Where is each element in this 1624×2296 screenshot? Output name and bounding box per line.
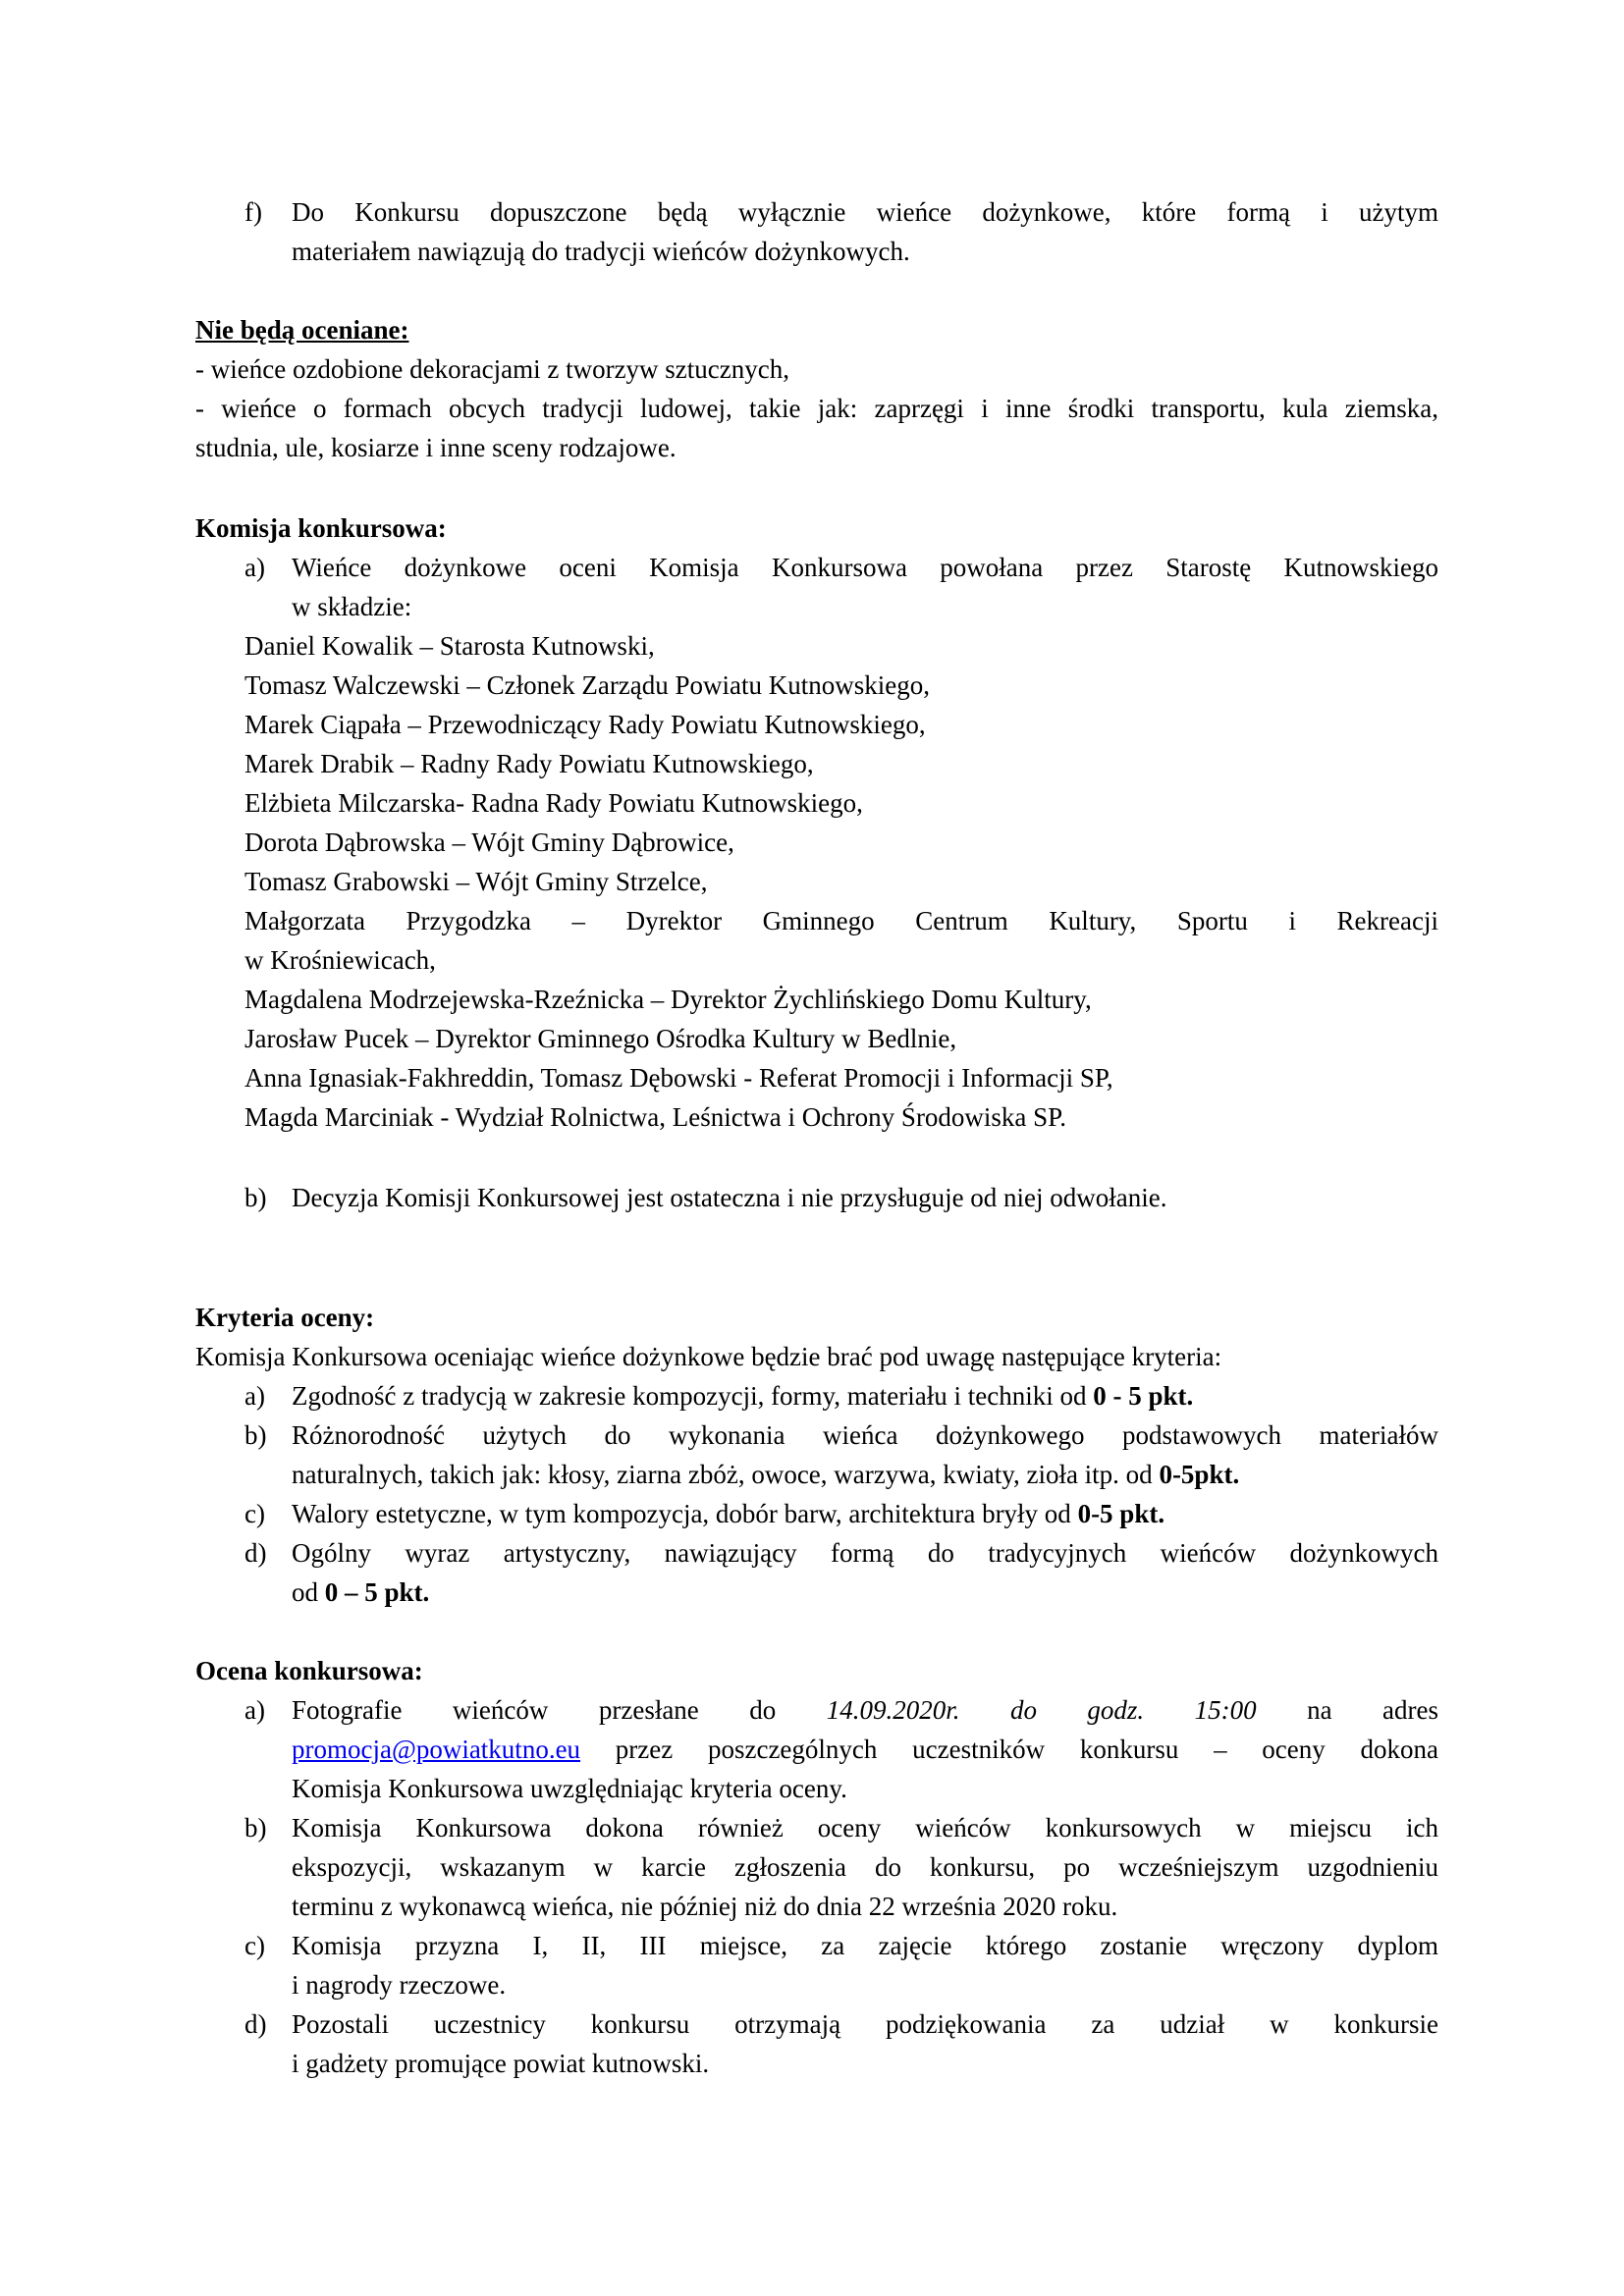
evaluation-a-deadline: 14.09.2020r. do godz. 15:00 <box>826 1695 1257 1725</box>
committee-heading: Komisja konkursowa: <box>195 513 447 543</box>
evaluation-c-line-2: i nagrody rzeczowe. <box>292 1970 507 2000</box>
criteria-c <box>292 1494 1164 1533</box>
list-label: a) <box>244 553 265 582</box>
criteria-heading: Kryteria oceny: <box>195 1303 375 1332</box>
evaluation-a-line-2 <box>292 1730 1438 1769</box>
criteria-d-line-2 <box>292 1573 429 1612</box>
list-label: b) <box>244 1813 267 1842</box>
not-rated-item-1: - wieńce ozdobione dekoracjami z tworzyw sztucznych, <box>195 354 789 384</box>
committee-member: Magdalena Modrzejewska-Rzeźnicka – Dyrektor Żychlińskiego Domu Kultury, <box>244 985 1092 1014</box>
evaluation-a-post: na adres <box>1307 1695 1439 1725</box>
criteria-a-points: 0 - 5 pkt. <box>1093 1381 1194 1411</box>
evaluation-c-line-1: Komisja przyzna I, II, III miejsce, za zajęcie którego zostanie wręczony dyplom <box>292 1931 1438 1960</box>
evaluation-b-line-1: Komisja Konkursowa dokona również oceny wieńców konkursowych w miejscu ich <box>292 1813 1438 1842</box>
evaluation-d-line-2: i gadżety promujące powiat kutnowski. <box>292 2049 710 2078</box>
committee-member: Dorota Dąbrowska – Wójt Gminy Dąbrowice, <box>244 828 734 857</box>
email-link[interactable]: promocja@powiatkutno.eu <box>292 1735 581 1764</box>
list-label: b) <box>244 1183 267 1212</box>
list-label: c) <box>244 1499 265 1528</box>
list-label: a) <box>244 1695 265 1725</box>
not-rated-heading: Nie będą oceniane: <box>195 315 409 345</box>
list-label: d) <box>244 2009 267 2039</box>
committee-member: Marek Drabik – Radny Rady Powiatu Kutnowskiego, <box>244 749 814 778</box>
criteria-d-line-1: Ogólny wyraz artystyczny, nawiązujący formą do tradycyjnych wieńców dożynkowych <box>292 1538 1438 1568</box>
evaluation-b-line-3: terminu z wykonawcą wieńca, nie później niż do dnia 22 września 2020 roku. <box>292 1892 1118 1921</box>
evaluation-heading: Ocena konkursowa: <box>195 1656 423 1685</box>
evaluation-d-line-1: Pozostali uczestnicy konkursu otrzymają podziękowania za udział w konkursie <box>292 2009 1438 2039</box>
not-rated-item-2-line-2: studnia, ule, kosiarze i inne sceny rodzajowe. <box>195 433 677 462</box>
section-f-line-1: Do Konkursu dopuszczone będą wyłącznie wieńce dożynkowe, które formą i użytym <box>292 197 1438 227</box>
list-label: a) <box>244 1381 265 1411</box>
committee-member: w Krośniewicach, <box>244 945 436 975</box>
criteria-c-text: Walory estetyczne, w tym kompozycja, dobór barw, architektura bryły od <box>292 1499 1078 1528</box>
committee-b-text: Decyzja Komisji Konkursowej jest ostateczna i nie przysługuje od niej odwołanie. <box>292 1183 1167 1212</box>
evaluation-b-line-2: ekspozycji, wskazanym w karcie zgłoszenia do konkursu, po wcześniejszym uzgodnieniu <box>292 1852 1438 1882</box>
evaluation-a-pre: Fotografie wieńców przesłane do <box>292 1695 777 1725</box>
criteria-a <box>292 1376 1193 1415</box>
criteria-d-points: 0 – 5 pkt. <box>324 1577 430 1607</box>
list-label: f) <box>244 197 262 227</box>
not-rated-item-2-line-1: - wieńce o formach obcych tradycji ludowej, takie jak: zaprzęgi i inne środki transportu, kula ziemska, <box>195 394 1438 423</box>
evaluation-a-line-2-text: przez poszczególnych uczestników konkursu – oceny dokona <box>615 1735 1438 1764</box>
list-label: d) <box>244 1538 267 1568</box>
committee-a-line-1: Wieńce dożynkowe oceni Komisja Konkursowa powołana przez Starostę Kutnowskiego <box>292 553 1438 582</box>
criteria-b-line-1: Różnorodność użytych do wykonania wieńca dożynkowego podstawowych materiałów <box>292 1420 1438 1450</box>
criteria-a-text: Zgodność z tradycją w zakresie kompozycji, formy, materiału i techniki od <box>292 1381 1094 1411</box>
evaluation-a-line-1 <box>292 1690 1438 1730</box>
list-label: c) <box>244 1931 265 1960</box>
committee-member: Tomasz Grabowski – Wójt Gminy Strzelce, <box>244 867 708 896</box>
committee-member: Marek Ciąpała – Przewodniczący Rady Powiatu Kutnowskiego, <box>244 710 926 739</box>
section-f-line-2: materiałem nawiązują do tradycji wieńców dożynkowych. <box>292 237 910 266</box>
committee-member: Małgorzata Przygodzka – Dyrektor Gminnego Centrum Kultury, Sportu i Rekreacji <box>244 906 1438 935</box>
criteria-b-points: 0-5pkt. <box>1159 1460 1240 1489</box>
committee-member: Tomasz Walczewski – Członek Zarządu Powiatu Kutnowskiego, <box>244 670 931 700</box>
criteria-intro: Komisja Konkursowa oceniając wieńce dożynkowe będzie brać pod uwagę następujące kryteria: <box>195 1342 1222 1371</box>
criteria-b-line-2 <box>292 1455 1239 1494</box>
criteria-d-prefix: od <box>292 1577 325 1607</box>
committee-member: Anna Ignasiak-Fakhreddin, Tomasz Dębowski - Referat Promocji i Informacji SP, <box>244 1063 1113 1093</box>
criteria-c-points: 0-5 pkt. <box>1077 1499 1165 1528</box>
committee-member: Jarosław Pucek – Dyrektor Gminnego Ośrodka Kultury w Bedlnie, <box>244 1024 957 1053</box>
list-label: b) <box>244 1420 267 1450</box>
committee-member: Magda Marciniak - Wydział Rolnictwa, Leśnictwa i Ochrony Środowiska SP. <box>244 1102 1066 1132</box>
criteria-b-text: naturalnych, takich jak: kłosy, ziarna zbóż, owoce, warzywa, kwiaty, zioła itp. od <box>292 1460 1160 1489</box>
committee-member: Elżbieta Milczarska- Radna Rady Powiatu Kutnowskiego, <box>244 788 863 818</box>
committee-a-line-2: w składzie: <box>292 592 412 621</box>
evaluation-a-line-3: Komisja Konkursowa uwzględniając kryteria oceny. <box>292 1774 847 1803</box>
committee-member: Daniel Kowalik – Starosta Kutnowski, <box>244 631 655 661</box>
